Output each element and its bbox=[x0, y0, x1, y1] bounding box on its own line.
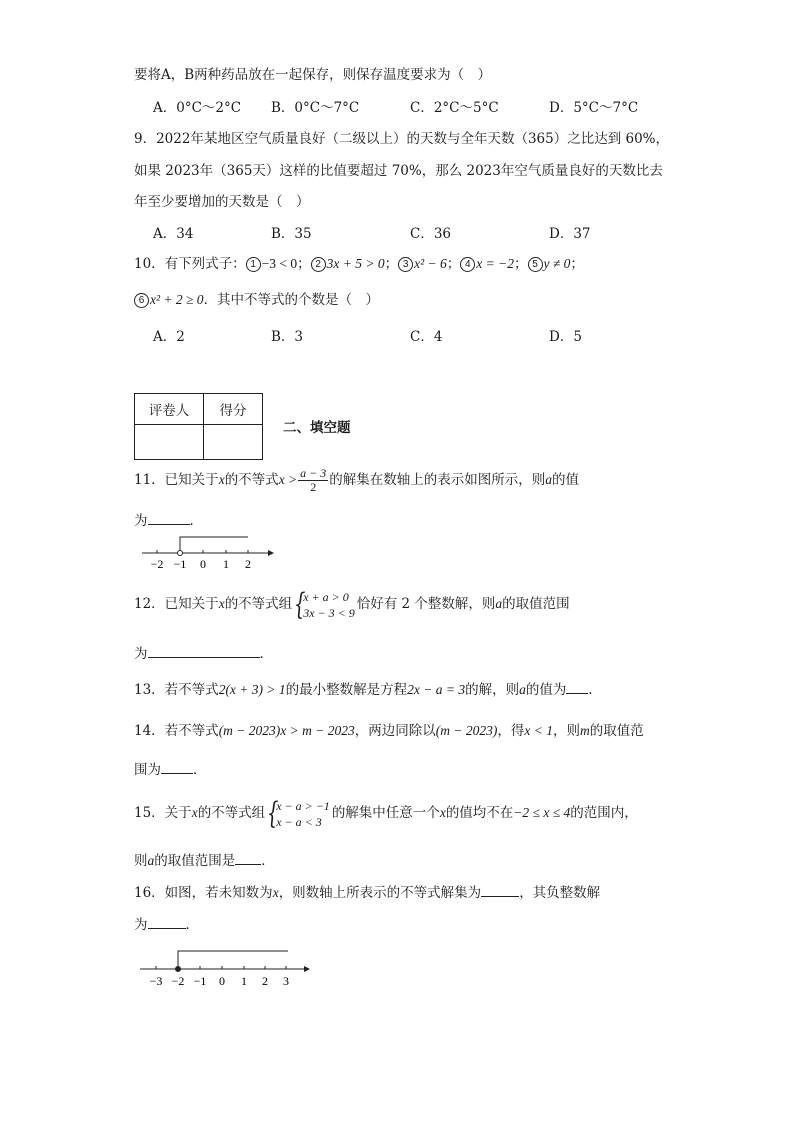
q12-line-2 bbox=[134, 643, 273, 663]
closed-circle-icon bbox=[176, 967, 181, 972]
q10-option-b[interactable]: B．3 bbox=[271, 329, 304, 345]
tick-label: −1 bbox=[173, 557, 187, 571]
section-title: 二、填空题 bbox=[283, 420, 351, 436]
q14-answer-blank[interactable] bbox=[161, 759, 193, 774]
q14-var: m bbox=[579, 723, 590, 738]
q14-line2-pre: 围为 bbox=[134, 762, 161, 778]
tick-label: −2 bbox=[171, 974, 185, 988]
q13-equation: 2x − a = 3 bbox=[407, 682, 466, 697]
q14-end: 的取值范 bbox=[589, 723, 644, 739]
q15-line2-pre: 则 bbox=[134, 853, 148, 869]
circled-2: 2 bbox=[311, 257, 326, 272]
q15-line-1 bbox=[134, 795, 638, 831]
q14-line2-end: ． bbox=[193, 762, 207, 778]
q9-option-b[interactable]: B．35 bbox=[271, 226, 312, 242]
q15-post: 的解集中任意一个 bbox=[331, 805, 440, 821]
q16-mid2: ，其负整数解 bbox=[519, 885, 601, 901]
q8-option-b[interactable]: B．0°C～7°C bbox=[271, 100, 360, 116]
q8-stem-tail: 要将A，B两种药品放在一起保存，则保存温度要求为（ ） bbox=[134, 67, 492, 83]
q10-line-1 bbox=[134, 255, 584, 273]
q10-lead: 10．有下列式子： bbox=[134, 256, 246, 272]
q14-mid2: ，得 bbox=[497, 723, 525, 739]
q16-line-1 bbox=[134, 882, 600, 902]
q11-line-1 bbox=[134, 465, 579, 495]
separator: ； bbox=[297, 256, 311, 272]
q11-number-line bbox=[140, 532, 280, 572]
circled-3: 3 bbox=[398, 257, 413, 272]
arrow-icon bbox=[268, 550, 274, 556]
circled-6: 6 bbox=[134, 293, 149, 308]
q11-line2-end: ． bbox=[189, 513, 203, 529]
q14-result: x < 1 bbox=[524, 723, 553, 738]
q15-end: 的范围内， bbox=[570, 805, 638, 821]
q11-line2-pre: 为 bbox=[134, 513, 148, 529]
q14-pre: 14．若不等式 bbox=[134, 723, 219, 739]
tick-label: −3 bbox=[149, 974, 163, 988]
q11-fraction bbox=[298, 467, 328, 494]
q12-line2-pre: 为 bbox=[134, 646, 148, 662]
q10-expr-3: x² − 6 bbox=[414, 256, 447, 271]
q15-var: x bbox=[191, 805, 198, 820]
separator: ； bbox=[384, 256, 399, 272]
circled-4: 4 bbox=[460, 257, 475, 272]
q13-post: 的解，则 bbox=[465, 682, 520, 698]
q16-line-2 bbox=[134, 914, 199, 934]
system-row-1: x + a > 0 bbox=[303, 589, 349, 604]
brace-icon: { bbox=[294, 586, 306, 622]
q10-expr-1: −3 < 0 bbox=[261, 256, 298, 271]
tick-label: 3 bbox=[283, 974, 289, 988]
q10-option-c[interactable]: C．4 bbox=[410, 329, 443, 345]
q9-option-d[interactable]: D．37 bbox=[549, 226, 591, 242]
separator: ； bbox=[446, 256, 461, 272]
q10-tail: ．其中不等式的个数是（ ） bbox=[203, 292, 380, 308]
q16-line2-pre: 为 bbox=[134, 917, 148, 933]
q12-answer-blank[interactable] bbox=[148, 643, 260, 658]
tick-label: −1 bbox=[193, 974, 207, 988]
score-table-grader-header: 评卷人 bbox=[135, 394, 204, 425]
q12-post: 恰好有 2 个整数解，则 bbox=[356, 596, 496, 612]
q11-end: 的值 bbox=[552, 472, 580, 488]
q15-mid: 的不等式组 bbox=[197, 805, 266, 821]
fraction-denominator: 2 bbox=[310, 480, 317, 494]
system-row-2: x − a < 3 bbox=[276, 814, 322, 829]
q13-tail: ． bbox=[588, 682, 602, 698]
q11-mid: 的不等式 bbox=[224, 472, 279, 488]
tick-label: 1 bbox=[223, 557, 229, 571]
q10-option-d[interactable]: D．5 bbox=[549, 329, 582, 345]
score-table-grader-cell[interactable] bbox=[135, 425, 204, 460]
q13-var: a bbox=[519, 682, 526, 697]
q10-expr-2: 3x + 5 > 0 bbox=[326, 256, 385, 271]
q15-line-2 bbox=[134, 850, 275, 870]
q11-pre: 11．已知关于 bbox=[134, 472, 219, 488]
q14-line-1 bbox=[134, 722, 644, 740]
separator: ； bbox=[570, 256, 584, 272]
score-table-score-header: 得分 bbox=[204, 394, 263, 425]
separator: ； bbox=[514, 256, 528, 272]
q16-number-line bbox=[138, 946, 318, 990]
q16-answer-blank-2[interactable] bbox=[148, 914, 186, 929]
tick-label: 2 bbox=[262, 974, 268, 988]
q15-answer-blank[interactable] bbox=[235, 850, 261, 865]
q16-pre: 16．如图，若未知数为 bbox=[134, 885, 273, 901]
q10-line-2 bbox=[134, 291, 379, 309]
q15-inequality-system bbox=[267, 795, 330, 831]
q16-answer-blank-1[interactable] bbox=[481, 882, 519, 897]
q14-line-2 bbox=[134, 759, 207, 779]
q12-line2-end: ． bbox=[259, 646, 273, 662]
q12-mid: 的不等式组 bbox=[224, 596, 293, 612]
q12-var2: a bbox=[495, 596, 503, 611]
tick-label: 1 bbox=[241, 974, 247, 988]
q12-var: x bbox=[218, 596, 225, 611]
q13-line bbox=[134, 679, 602, 699]
score-table-score-cell[interactable] bbox=[204, 425, 263, 460]
q16-mid: ，则数轴上所表示的不等式解集为 bbox=[278, 885, 482, 901]
tick-label: 2 bbox=[245, 557, 251, 571]
q15-var2: x bbox=[439, 805, 446, 820]
circled-1: 1 bbox=[246, 257, 261, 272]
system-row-2: 3x − 3 < 9 bbox=[303, 605, 355, 620]
q13-inequality: 2(x + 3) > 1 bbox=[218, 682, 286, 697]
q9-option-a[interactable]: A．34 bbox=[153, 226, 194, 242]
circled-5: 5 bbox=[528, 257, 543, 272]
brace-icon: { bbox=[267, 795, 279, 831]
score-table bbox=[134, 393, 263, 460]
fraction-numerator: a − 3 bbox=[300, 466, 327, 480]
q11-line-2 bbox=[134, 510, 203, 530]
tick-label: −2 bbox=[150, 557, 164, 571]
q9-line-2: 如果 2023年（365天）这样的比值要超过 70%，那么 2023年空气质量良好的天数比去 bbox=[134, 163, 663, 179]
q8-option-c[interactable]: C．2°C～5°C bbox=[410, 100, 499, 116]
q14-mid: ，两边同除以 bbox=[354, 723, 436, 739]
q8-option-a[interactable]: A．0°C～2°C bbox=[153, 100, 242, 116]
q11-ineq-left: x > bbox=[278, 472, 298, 487]
q9-line-1: 9．2022年某地区空气质量良好（二级以上）的天数与全年天数（365）之比达到 60%， bbox=[134, 131, 670, 147]
q16-line2-end: ． bbox=[185, 917, 199, 933]
q9-line-3: 年至少要增加的天数是（ ） bbox=[134, 194, 310, 210]
q12-end: 的取值范围 bbox=[502, 596, 570, 612]
q10-option-a[interactable]: A．2 bbox=[153, 329, 185, 345]
q15-line2-mid: 的取值范围是 bbox=[154, 853, 236, 869]
q10-expr-6: x² + 2 ≥ 0 bbox=[150, 292, 204, 307]
system-row-1: x − a > −1 bbox=[276, 798, 330, 813]
tick-label: 0 bbox=[200, 557, 206, 571]
q10-expr-5: y ≠ 0 bbox=[543, 256, 571, 271]
q13-pre: 13．若不等式 bbox=[134, 682, 219, 698]
q9-option-c[interactable]: C．36 bbox=[410, 226, 452, 242]
q11-var2: a bbox=[545, 472, 553, 487]
q14-post: ，则 bbox=[552, 723, 580, 739]
q15-line2-end: ． bbox=[261, 853, 275, 869]
q13-mid: 的最小整数解是方程 bbox=[285, 682, 408, 698]
q11-post: 的解集在数轴上的表示如图所示，则 bbox=[329, 472, 546, 488]
q15-pre: 15．关于 bbox=[134, 805, 192, 821]
tick-label: 0 bbox=[219, 974, 225, 988]
q16-var: x bbox=[272, 885, 279, 900]
q15-mid2: 的值均不在 bbox=[445, 805, 514, 821]
arrow-icon bbox=[304, 966, 310, 972]
q10-expr-4: x = −2 bbox=[476, 256, 515, 271]
q13-end: 的值为 bbox=[525, 682, 567, 698]
q11-answer-blank[interactable] bbox=[148, 510, 190, 525]
q14-inequality: (m − 2023)x > m − 2023 bbox=[218, 723, 355, 738]
q15-var3: a bbox=[147, 853, 155, 868]
q11-var: x bbox=[218, 472, 225, 487]
q8-option-d[interactable]: D．5°C～7°C bbox=[549, 100, 639, 116]
q12-pre: 12．已知关于 bbox=[134, 596, 219, 612]
q15-range: −2 ≤ x ≤ 4 bbox=[513, 805, 571, 820]
q13-answer-blank[interactable] bbox=[566, 679, 588, 694]
open-circle-icon bbox=[178, 551, 183, 556]
q14-divisor: (m − 2023) bbox=[435, 723, 498, 738]
q12-line-1 bbox=[134, 586, 570, 622]
q12-inequality-system bbox=[294, 586, 355, 622]
